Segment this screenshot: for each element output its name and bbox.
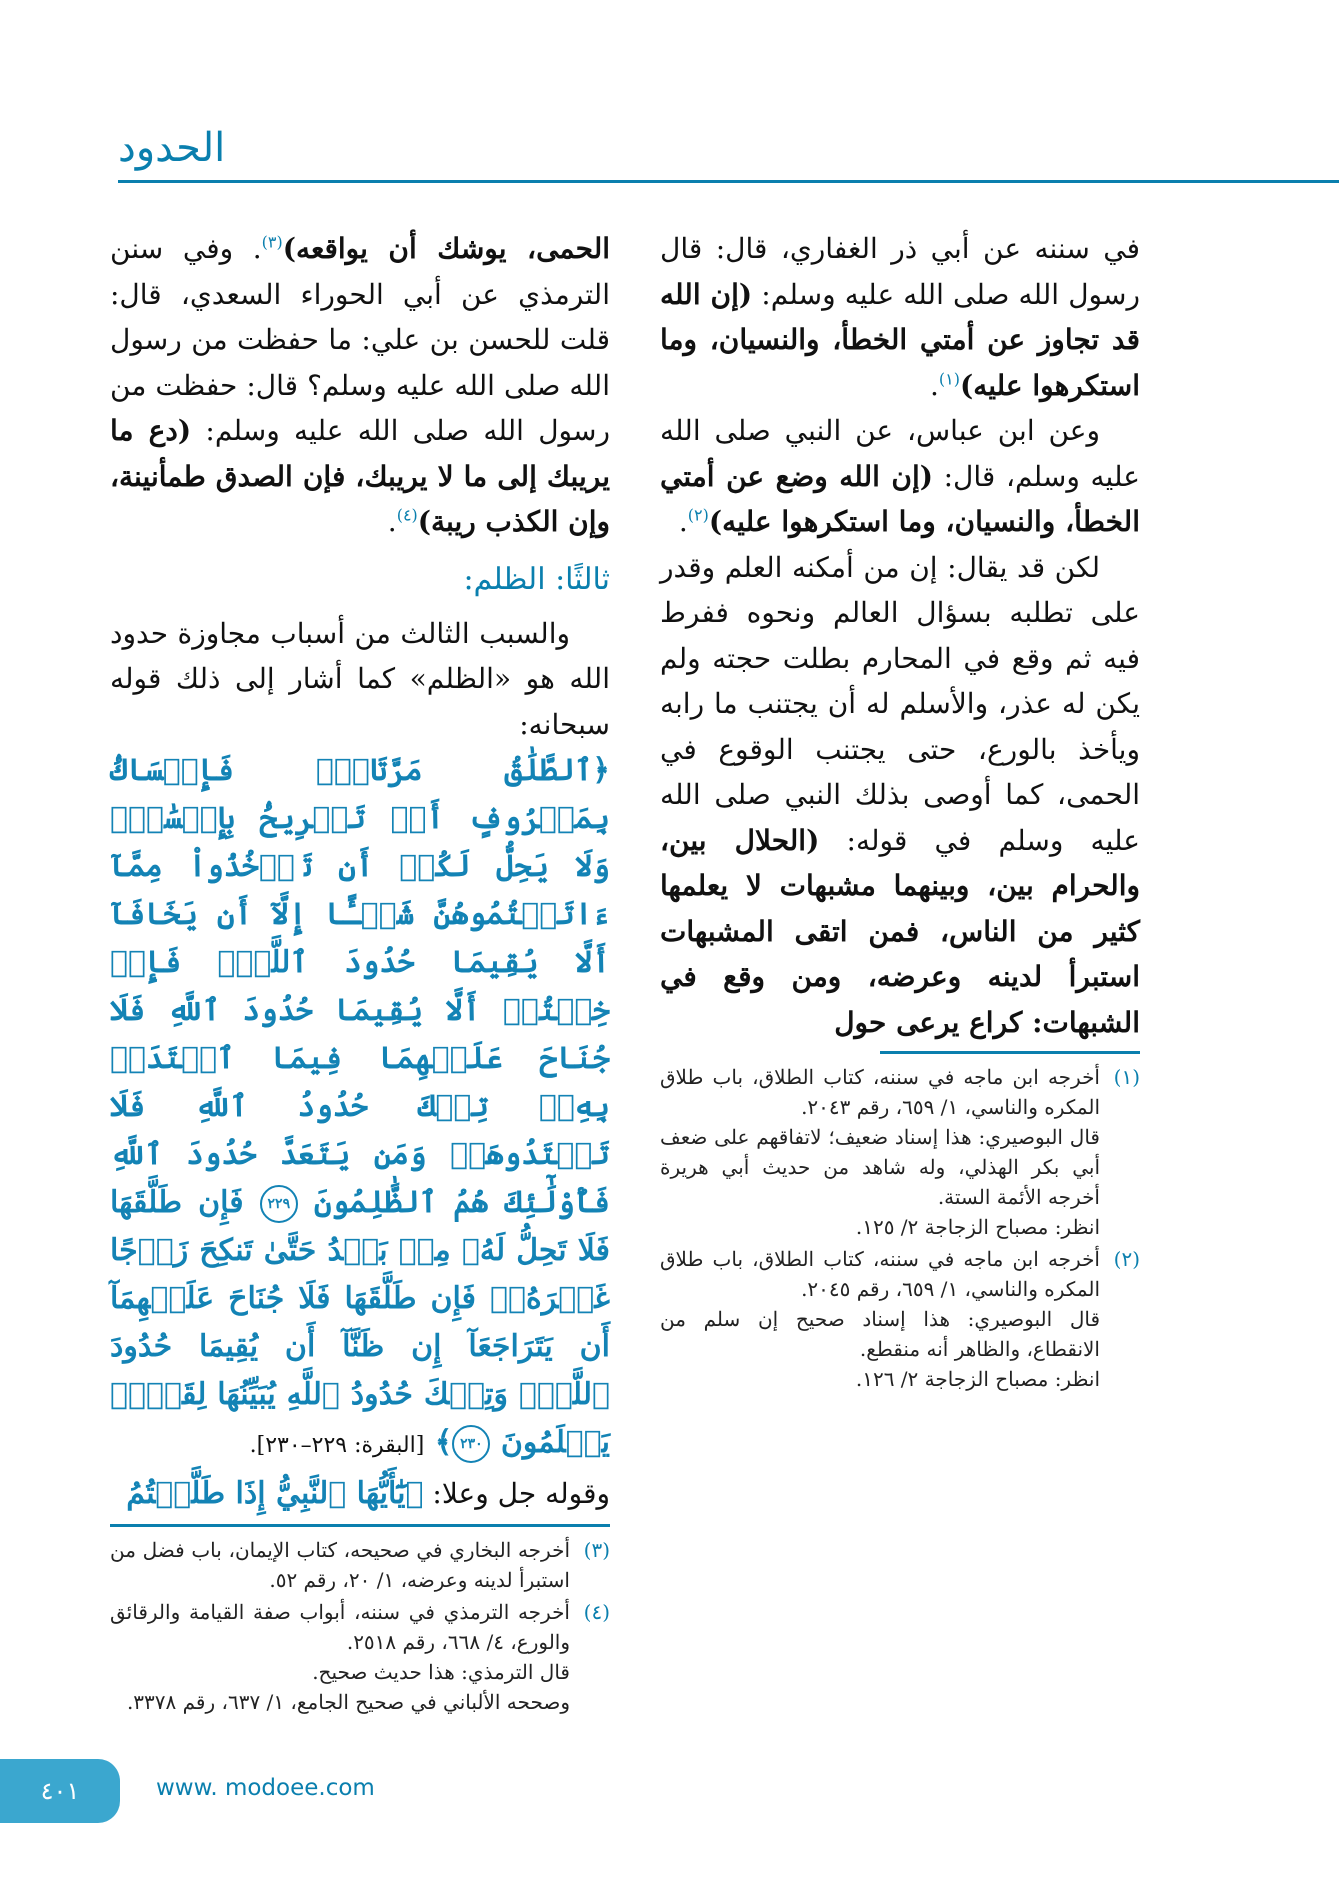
- chapter-title: الحدود: [118, 125, 226, 171]
- footnotes-left: [110, 1535, 610, 1717]
- text-rule: [880, 1051, 1140, 1054]
- paragraph-text: . وفي سنن الترمذي عن أبي الحوراء السعدي، قال: قلت للحسن بن علي: ما حفظت من رسول الله صلى الله عليه وسلم؟ قال: حفظت من رسول الله صلى الله عليه وسلم:: [110, 232, 610, 447]
- quran-verse: [110, 747, 610, 1470]
- footnote-line: أخرجه ابن ماجه في سننه، كتاب الطلاق، باب طلاق المكره والناسي، ١/ ٦٥٩، رقم ٢٠٤٥.: [660, 1247, 1100, 1301]
- footnote-number: (٣): [583, 1538, 610, 1562]
- footnotes-right: [660, 1062, 1140, 1394]
- footnote-ref-3[interactable]: (٣): [261, 232, 283, 252]
- footnote-line: قال البوصيري: هذا إسناد صحيح إن سلم من الانقطاع، والظاهر أنه منقطع.: [660, 1307, 1100, 1361]
- footnote-line: وصححه الألباني في صحيح الجامع، ١/ ٦٣٧، رقم ٣٣٧٨.: [126, 1690, 570, 1714]
- paragraph-text: وعن ابن عباس، عن النبي صلى الله عليه وسلم، قال:: [660, 414, 1140, 493]
- text-rule: [110, 1524, 610, 1527]
- hadith-quote: الحمى، يوشك أن يواقعه): [282, 232, 611, 265]
- paragraph-text: في سننه عن أبي ذر الغفاري، قال: قال رسول الله صلى الله عليه وسلم:: [660, 232, 1140, 311]
- paragraph-text: لكن قد يقال: إن من أمكنه العلم وقدر على تطلبه بسؤال العالم ونحوه ففرط فيه ثم وقع في المحارم بطلت حجته ولم يكن له عذر، والأسلم له أن يجتنب ما رابه ويأخذ بالورع، حتى يجتنب الوقوع في الحمى، كما أوصى بذلك النبي صلى الله عليه وسلم في قوله:: [660, 550, 1140, 857]
- footnote-line: أخرجه ابن ماجه في سننه، كتاب الطلاق، باب طلاق المكره والناسي، ١/ ٦٥٩، رقم ٢٠٤٣.: [660, 1065, 1100, 1119]
- footnote-line: انظر: مصباح الزجاجة ٢/ ١٢٥.: [855, 1215, 1100, 1239]
- footnote-2: [660, 1244, 1140, 1394]
- footnote-number: (١): [1113, 1065, 1140, 1089]
- footnote-line: انظر: مصباح الزجاجة ٢/ ١٢٦.: [855, 1367, 1100, 1391]
- page-number: ٤٠١: [40, 1777, 80, 1805]
- hadith-quote: (إن الله وضع عن أمتي الخطأ، والنسيان، وما استكرهوا عليه): [660, 459, 1140, 538]
- surah-reference: [البقرة: ٢٢٩–٢٣٠].: [249, 1433, 425, 1458]
- paragraph-text: والسبب الثالث من أسباب مجاوزة حدود الله هو «الظلم» كما أشار إلى ذلك قوله سبحانه:: [110, 616, 610, 741]
- footnote-1: [660, 1062, 1140, 1242]
- quran-text: ﴿يَٰٓأَيُّهَا ٱلنَّبِيُّ إِذَا طَلَّقۡتُمُ: [126, 1476, 424, 1511]
- paragraph-ibn-abbas: [660, 408, 1140, 545]
- paragraph-tirmidhi: [110, 226, 610, 545]
- footnote-ref-4[interactable]: (٤): [396, 505, 418, 525]
- punctuation: .: [387, 505, 397, 538]
- quran-text: ٱلطَّلَٰقُ مَرَّتَانِۖ فَإِمۡسَاكُۢ بِمَعۡرُوفٍ أَوۡ تَسۡرِيحُۢ بِإِحۡسَٰنٖۗ وَلَا يَحِلُّ لَكُمۡ أَن تَأۡخُذُواْ مِمَّآ ءَاتَيۡتُمُوهُنَّ شَيۡـًٔا إِلَّآ أَن يَخَافَآ أَلَّا يُقِيمَا حُدُودَ ٱللَّهِۖ فَإِنۡ خِفۡتُمۡ أَلَّا يُقِيمَا حُدُودَ ٱللَّهِ فَلَا جُنَاحَ عَلَيۡهِمَا فِيمَا ٱفۡتَدَتۡ بِهِۦۗ تِلۡكَ حُدُودُ ٱللَّهِ فَلَا تَعۡتَدُوهَاۚ وَمَن يَتَعَدَّ حُدُودَ ٱللَّهِ فَأُوْلَٰٓئِكَ هُمُ ٱلظَّٰلِمُونَ: [110, 753, 610, 1220]
- paragraph-zulm: [110, 611, 610, 748]
- paragraph-text: وقوله جل وعلا:: [423, 1477, 610, 1510]
- ornate-bracket-open: ﴿: [592, 753, 610, 788]
- footnote-4: [110, 1597, 610, 1717]
- footnote-line: أخرجه الترمذي في سننه، أبواب صفة القيامة والرقائق والورع، ٤/ ٦٦٨، رقم ٢٥١٨.: [110, 1600, 570, 1654]
- footnote-line: قال البوصيري: هذا إسناد ضعيف؛ لاتفاقهم على ضعف أبي بكر الهذلي، وله شاهد من حديث أبي هريرة أخرجه الأئمة الستة.: [660, 1125, 1100, 1209]
- right-column: [660, 226, 1140, 1396]
- footnote-number: (٤): [583, 1600, 610, 1624]
- footnote-line: أخرجه البخاري في صحيحه، كتاب الإيمان، باب فضل من استبرأ لدينه وعرضه، ١/ ٢٠، رقم ٥٢.: [110, 1538, 570, 1592]
- footnote-ref-1[interactable]: (١): [938, 369, 960, 389]
- hadith-quote: (إن الله قد تجاوز عن أمتي الخطأ، والنسيان، وما استكرهوا عليه): [660, 277, 1140, 402]
- quran-text: فَإِن طَلَّقَهَا فَلَا تَحِلُّ لَهُۥ مِنۢ بَعۡدُ حَتَّىٰ تَنكِحَ زَوۡجًا غَيۡرَهُۥۗ فَإِن طَلَّقَهَا فَلَا جُنَاحَ عَلَيۡهِمَآ أَن يَتَرَاجَعَآ إِن ظَنَّآ أَن يُقِيمَا حُدُودَ ٱللَّهِۗ وَتِلۡكَ حُدُودُ ٱللَّهِ يُبَيِّنُهَا لِقَوۡمٖ يَعۡلَمُونَ: [110, 1185, 610, 1460]
- footnote-line: قال الترمذي: هذا حديث صحيح.: [312, 1660, 570, 1684]
- paragraph-wara: [660, 545, 1140, 1046]
- paragraph-abu-dharr: [660, 226, 1140, 408]
- paragraph-talaq: [110, 1470, 610, 1518]
- page-footer: [0, 1749, 1339, 1859]
- hadith-quote: (الحلال بين، والحرام بين، وبينهما مشبهات لا يعلمها كثير من الناس، فمن اتقى المشبهات استبرأ لدينه وعرضه، ومن وقع في الشبهات: كراع يرعى حول: [660, 823, 1140, 1039]
- punctuation: .: [929, 368, 939, 402]
- page-number-tab: [0, 1759, 120, 1823]
- footnote-ref-2[interactable]: (٢): [687, 505, 709, 525]
- website-link[interactable]: www. modoee.com: [156, 1775, 375, 1801]
- ornate-bracket-close: ﴾: [434, 1425, 453, 1460]
- section-heading: ثالثًا: الظلم:: [463, 561, 610, 597]
- ayah-number-icon: ٢٢٩: [260, 1185, 298, 1223]
- punctuation: .: [678, 505, 688, 538]
- footnote-number: (٢): [1113, 1247, 1140, 1271]
- footnote-3: [110, 1535, 610, 1595]
- hadith-quote: (دع ما يريبك إلى ما لا يريبك، فإن الصدق طمأنينة، وإن الكذب ريبة): [110, 414, 610, 538]
- left-column: [110, 226, 610, 1719]
- ayah-number-icon: ٢٣٠: [452, 1425, 490, 1463]
